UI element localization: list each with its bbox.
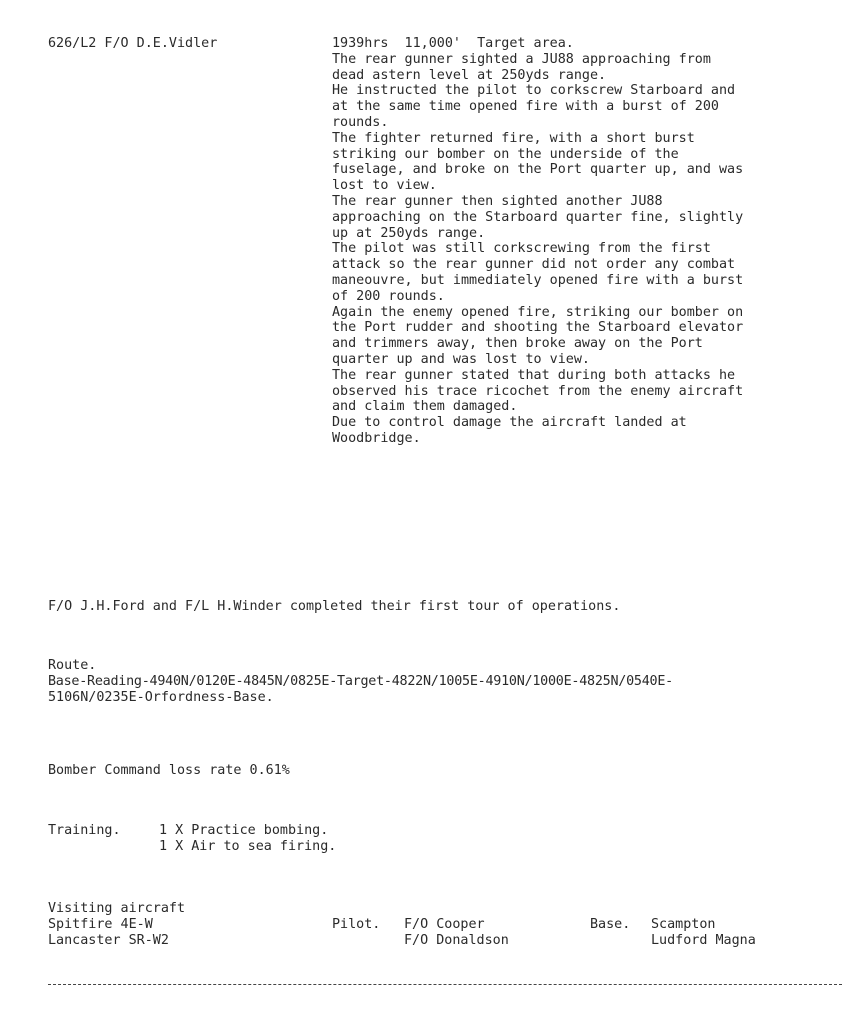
- narrative-line: The rear gunner stated that during both attacks he: [332, 367, 736, 383]
- narrative-line: 1939hrs 11,000' Target area.: [332, 36, 574, 51]
- narrative-line: He instructed the pilot to corkscrew Starboard and: [332, 83, 736, 99]
- narrative-line: striking our bomber on the underside of the: [332, 146, 679, 162]
- training-item: 1 X Air to sea firing.: [159, 839, 337, 854]
- narrative-line: approaching on the Starboard quarter fine, slightly: [332, 209, 744, 225]
- narrative-line: rounds.: [332, 114, 389, 130]
- page-divider: [48, 984, 842, 985]
- narrative-line: fuselage, and broke on the Port quarter up, and was: [332, 162, 744, 178]
- training-heading: Training.: [48, 823, 121, 838]
- narrative-line: Due to control damage the aircraft landed at: [332, 415, 687, 431]
- narrative-line: The rear gunner sighted a JU88 approaching from: [332, 51, 711, 67]
- visiting-pilot: F/O Donaldson: [404, 933, 509, 948]
- narrative-line: attack so the rear gunner did not order any combat: [332, 257, 736, 273]
- narrative-line: Again the enemy opened fire, striking our bomber on: [332, 304, 744, 320]
- narrative-line: observed his trace ricochet from the enemy aircraft: [332, 383, 744, 399]
- narrative-line: The rear gunner then sighted another JU88: [332, 193, 663, 209]
- visiting-pilot: F/O Cooper: [404, 917, 485, 932]
- narrative-line: The fighter returned fire, with a short burst: [332, 130, 695, 146]
- visiting-base: Ludford Magna: [651, 933, 756, 948]
- combat-narrative: [332, 36, 743, 447]
- narrative-line: lost to view.: [332, 178, 437, 194]
- crew-identifier: 626/L2 F/O D.E.Vidler: [48, 36, 218, 51]
- narrative-line: at the same time opened fire with a burst of 200: [332, 99, 719, 115]
- base-label: Base.: [590, 917, 631, 932]
- route-heading: Route.: [48, 658, 97, 673]
- visiting-aircraft: Spitfire 4E-W: [48, 917, 153, 932]
- visiting-aircraft: Lancaster SR-W2: [48, 933, 169, 948]
- visiting-heading: Visiting aircraft: [48, 901, 186, 916]
- narrative-line: and claim them damaged.: [332, 399, 518, 415]
- narrative-line: The pilot was still corkscrewing from the first: [332, 241, 711, 257]
- narrative-line: dead astern level at 250yds range.: [332, 67, 607, 83]
- route-line: 5106N/0235E-Orfordness-Base.: [48, 690, 274, 705]
- narrative-line: maneouvre, but immediately opened fire with a burst: [332, 272, 744, 288]
- narrative-line: quarter up and was lost to view.: [332, 351, 590, 367]
- loss-rate: Bomber Command loss rate 0.61%: [48, 763, 290, 778]
- route-line: Base-Reading-4940N/0120E-4845N/0825E-Target-4822N/1005E-4910N/1000E-4825N/0540E-: [48, 674, 673, 689]
- training-item: 1 X Practice bombing.: [159, 823, 329, 838]
- narrative-line: of 200 rounds.: [332, 288, 445, 304]
- tour-completion-note: F/O J.H.Ford and F/L H.Winder completed their first tour of operations.: [48, 599, 621, 614]
- narrative-line: Woodbridge.: [332, 430, 421, 446]
- narrative-line: the Port rudder and shooting the Starboard elevator: [332, 320, 744, 336]
- narrative-line: and trimmers away, then broke away on the Port: [332, 336, 703, 352]
- pilot-label: Pilot.: [332, 917, 381, 932]
- narrative-line: up at 250yds range.: [332, 225, 486, 241]
- visiting-base: Scampton: [651, 917, 716, 932]
